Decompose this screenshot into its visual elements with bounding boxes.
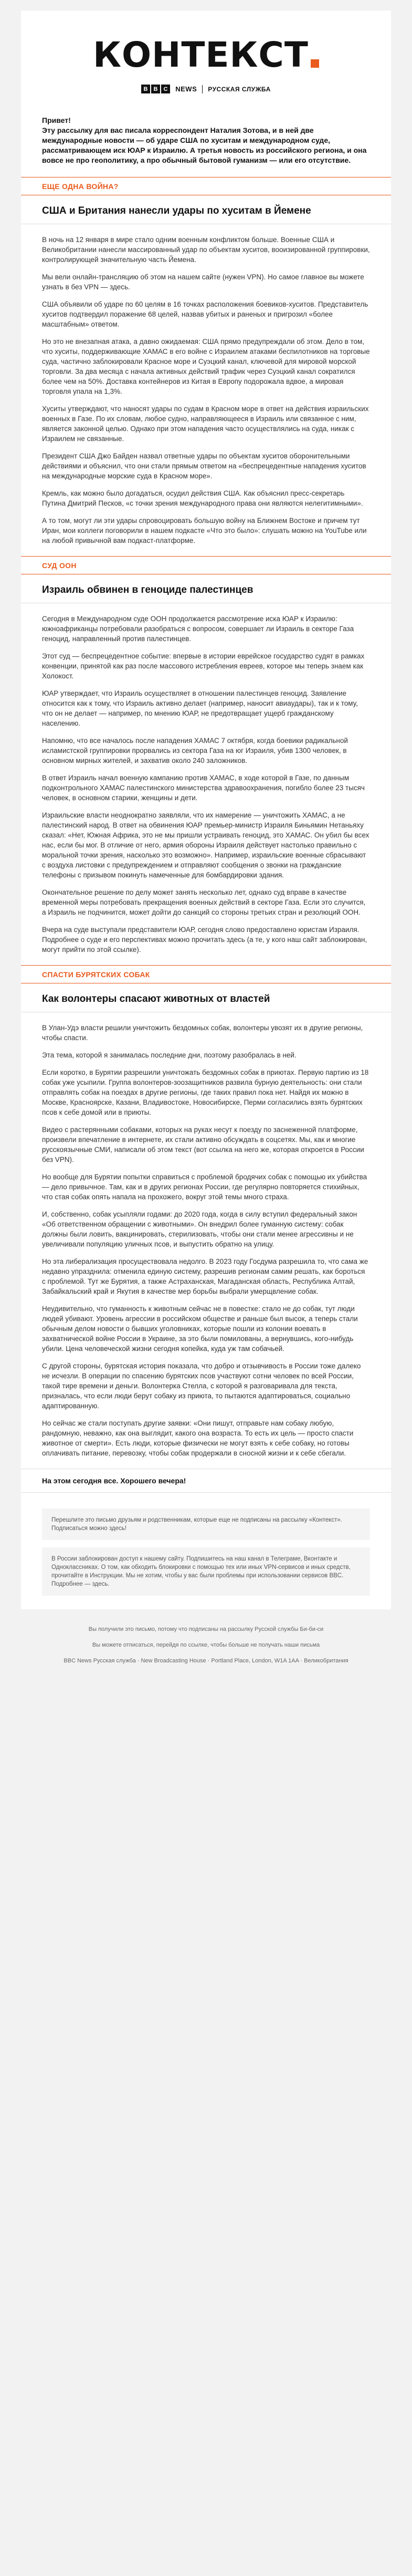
intro [21,105,391,177]
story-title: США и Британия нанесли удары по хуситам в Йемене [21,195,391,224]
footer-address: BBC News Русская служба · New Broadcasting House · Portland Place, London, W1A 1AA · Великобритания [64,1658,348,1664]
bbc-letter: B [141,85,150,93]
paragraph: Кремль, как можно было догадаться, осудил действия США. Как объяснил пресс-секретарь Путина Дмитрий Песков, «с точки зрения международного права они являются нелегитимными». [42,489,363,507]
paragraph-with-link[interactable]: Вчера на суде выступали представители ЮАР, сегодня слово предоставлено юристам Израиля. Подробнее о суде и его перспективах можно прочитать здесь (а те, у кого наш сайт заблокирован, могут прийти по этой ссылке). [42,926,367,954]
paragraph: США объявили об ударе по 60 целям в 16 точках расположения боевиков-хуситов. Представитель хуситов подтвердил поражение 68 целей, назвав убитых и раненых и пригрозил «более масштабным» ответом. [42,300,368,328]
logo[interactable] [93,35,319,75]
story-body [21,224,391,556]
paragraph: Неудивительно, что гуманность к животным сейчас не в повестке: стало не до собак, тут люди людей убивают. Уровень агрессии в российском обществе и раньше был высок, а теперь стали обычным делом новости о бывших уголовниках, которые пошли из колонии воевать в захватнической войне России в Украине, за это были помилованы, а вернувшись, кого-нибудь убили. Цена человеческой жизни сегодня копейка, куда уж там собачьей. [42,1305,358,1353]
bbc-brand [21,85,391,93]
news-section [21,177,391,556]
brand-divider [202,85,203,93]
bbc-letter: C [161,85,170,93]
story-title: Израиль обвинен в геноциде палестинцев [21,574,391,603]
bbc-letter: B [151,85,160,93]
service-label: РУССКАЯ СЛУЖБА [208,85,271,93]
paragraph: Сегодня в Международном суде ООН продолжается рассмотрение иска ЮАР к Израилю: южноафриканцы потребовали разобраться с вопросом, совершает ли Израиль в секторе Газа геноцид, направленный против палестинцев. [42,615,354,643]
notices [21,1493,391,1609]
paragraph: Этот суд — беспрецедентное событие: впервые в истории еврейское государство судят в рамках конвенции, принятой как раз после массового истребления евреев, которое мы теперь знаем как Холокост. [42,652,365,680]
news-label: NEWS [175,85,197,93]
paragraph: Но сейчас же стали поступать другие заявки: «Они пишут, отправьте нам собаку любую, рандомную, неважно, как она выглядит, какого она возраста. То есть их цель — просто спасти животное от смерти». Есть люди, которые физически не могут взять к себе собаку, но готовы оплачивать питание, перевозку, чтобы собак продержали в сносной жизни и к себе сбегали. [42,1419,354,1457]
news-section [21,965,391,1469]
paragraph: С другой стороны, бурятская история показала, что добро и отзывчивость в России тоже далеко не исчезли. В операции по спасению бурятских псов участвуют сотни человек по всей России, такой тире времени и деньги. Волонтерка Стелла, с которой я разговаривала для текста, призналась, что если люди берут собаку из приюта, то пытаются адаптироваться, социально адаптированную. [42,1362,361,1410]
paragraph: Но вообще для Бурятии попытки справиться с проблемой бродячих собак с помощью их убийства — дело привычное. Там, как и в других регионах России, где регулярно повторяется стихийных, что стая собак опять напала на прохожего, вокруг этой темы много страха. [42,1173,367,1201]
paragraph: Хуситы утверждают, что наносят удары по судам в Красном море в ответ на действия израильских военных в Газе. По их словам, любое судно, направляющееся в Израиль или связанное с ним, является законной целью. Однако при этом нападения часто осуществлялись на суда, никак с Израилем не связанные. [42,405,369,443]
story-title: Как волонтеры спасают животных от властей [21,983,391,1012]
paragraph: Напомню, что все началось после нападения ХАМАС 7 октября, когда боевики радикальной исламистской группировки прорвались из сектора Газа на юг Израиля, убив 1300 человек, в основном мирных жителей, и захватив около 240 заложников. [42,737,348,765]
story-body [21,603,391,965]
logo-dot-icon [311,59,319,68]
paragraph: Окончательное решение по делу может занять несколько лет, однако суд вправе в качестве временной меры потребовать прекращения военных действий в секторе Газа. Если это случится, а Израиль не подчинится, может дойти до санкций со стороны третьих стран и резолюций ООН. [42,888,366,916]
paragraph-with-link[interactable]: Мы вели онлайн-трансляцию об этом на нашем сайте (нужен VPN). Но самое главное вы можете узнать в без VPN — здесь. [42,273,364,291]
footer [0,1609,412,1676]
news-section [21,556,391,965]
paragraph: Если коротко, в Бурятии разрешили уничтожать бездомных собак в приютах. Первую партию из 18 собак уже усыпили. Группа волонтеров-зоозащитников развила бурную деятельность: они стали отправлять собак на поездах в другие регионы, где таких правил пока нет. Найдя их можно в Москве, Красноярске, Казани, Владивостоке, Новосибирске, Перми согласились взять бурятских псов к себе домой или в приюты. [42,1069,369,1116]
greeting: Привет! [42,116,71,124]
footer-subscription-note: Вы получили это письмо, потому что подписаны на рассылку Русской службы Би-би-си [88,1626,324,1632]
forward-notice[interactable]: Перешлите это письмо друзьям и родственникам, которые еще не подписаны на рассылку «Контекст». Подписаться можно здесь! [42,1509,370,1540]
sign-off: На этом сегодня все. Хорошего вечера! [21,1469,391,1493]
paragraph: Но это не внезапная атака, а давно ожидаемая: США прямо предупреждали об этом. Дело в том, что хуситы, поддерживающие ХАМАС в его войне с Израилем атаками беспилотников на торговые суда, частично заблокировали Красное море и Суэцкий канал, ключевой для мировой морской торговли. За два месяца с начала активных действий трафик через Суэцкий канал сократился более чем на 50%. Доставка контейнеров из Китая в Европу подорожала вдвое, а мировая торговля упала на 1,3%. [42,338,370,395]
paragraph: Президент США Джо Байден назвал ответные удары по объектам хуситов оборонительными действиями и объяснил, что они стали прямым ответом на «беспрецедентные нападения хуситов на международные морские суда в Красном море». [42,452,366,480]
footer-unsubscribe-link[interactable]: Вы можете отписаться, перейдя по ссылке, чтобы больше не получать наши письма [92,1642,320,1648]
paragraph-with-link[interactable]: А то том, могут ли эти удары спровоцировать большую войну на Ближнем Востоке и причем тут Иран, мои коллеги поговорили в нашем подкасте «Что это было»: слушать можно на YouTube или на любой привычной вам подкаст-платформе. [42,517,367,544]
paragraph: Эта тема, которой я занималась последние дни, поэтому разобралась в ней. [42,1051,297,1059]
section-heading: ЕЩЕ ОДНА ВОЙНА? [21,177,391,195]
logo-text: КОНТЕКСТ [93,35,309,75]
paragraph: ЮАР утверждает, что Израиль осуществляет в отношении палестинцев геноцид. Заявление относится как к тому, что Израиль активно делает (например, наносит авиаудары), так и к тому, что он не делает — например, по мнению ЮАР, не предотвращает ущерб гражданскому населению. [42,689,358,727]
paragraph: В Улан-Удэ власти решили уничтожить бездомных собак, волонтеры увозят их в другие регионы, чтобы спасти. [42,1024,363,1042]
intro-text: Эту рассылку для вас писала корреспондент Наталия Зотова, и в ней две международные новости — об ударе США по хуситам и международном суде, рассматривающем иск ЮАР к Израилю. А третья новость из российского региона, и она вовсе не про геополитику, а про обычный бытовой гуманизм — или его отсутствие. [42,126,367,164]
blocking-notice[interactable]: В России заблокирован доступ к нашему сайту. Подпишитесь на наш канал в Телеграме, Вконтакте и Одноклассниках. О том, как обходить блокировки с помощью тех или иных VPN-сервисов и иных средств, прочитайте в Инструкции. Мы не хотим, чтобы у вас были проблемы при использовании сервисов BBC. Подробнее — здесь. [42,1547,370,1596]
paragraph: Израильские власти неоднократно заявляли, что их намерение — уничтожить ХАМАС, а не палестинский народ. В ответ на обвинения ЮАР премьер-министр Израиля Биньямин Нетаньяху сказал: «Нет, Южная Африка, это не мы пришли устраивать геноцид, это ХАМАС. Он убил бы всех нас, если бы мог. В отличие от него, армия обороны Израиля действует настолько правильно с моральной точки зрения, насколько это возможно». Например, израильские военные сбрасывают с воздуха листовки с предупреждением и отправляют сообщения о звонки на гражданские телефоны с призывом покинуть намеченные для бомбардировки здания. [42,811,369,879]
paragraph: В ночь на 12 января в мире стало одним военным конфликтом больше. Военные США и Великобритании нанесли массированный удар по объектам хуситов, вооизированной группировки, контролирующей значительную часть Йемена. [42,236,370,264]
story-body [21,1012,391,1469]
section-heading: СУД ООН [21,556,391,574]
masthead [21,11,391,105]
bbc-logo-icon [141,85,170,93]
paragraph: Но эта либерализация просуществовала недолго. В 2023 году Госдума разрешила то, что сама же недавно упразднила: отменила единую систему, разрешив регионам самим решать, как бороться с проблемой. Тут же Бурятия, а также Астраханская, Магаданская область, Республика Алтай, Забайкальский край и Якутия в качестве мер борьбы выбрали умерщвление собак. [42,1258,368,1295]
paragraph: В ответ Израиль начал военную кампанию против ХАМАС, в ходе которой в Газе, по данным подконтрольного ХАМАС палестинского министерства здравоохранения, погибло более 23 тысяч человек, в основном старики, женщины и дети. [42,774,365,802]
section-heading: СПАСТИ БУРЯТСКИХ СОБАК [21,965,391,983]
paragraph-with-link[interactable]: Видео с растерянными собаками, которых на руках несут к поезду по заснеженной платформе, произвели впечатление в интернете, их стали активно обсуждать в соцсетях. Мы, как и многие русскоязычные СМИ, написали об этом текст (вот ссылка на него же, которая откроется в России без VPN). [42,1126,364,1164]
email-sheet [21,11,391,1609]
paragraph: И, собственно, собак усыпляли годами: до 2020 года, когда в силу вступил федеральный закон «Об ответственном обращении с животными». Он внедрил более гуманную систему: собак должны были ловить, вакцинировать, стерилизовать, чтобы они стали менее агрессивны и не увеличивали популяцию уличных псов, и выпустить обратно на улицу. [42,1210,357,1248]
